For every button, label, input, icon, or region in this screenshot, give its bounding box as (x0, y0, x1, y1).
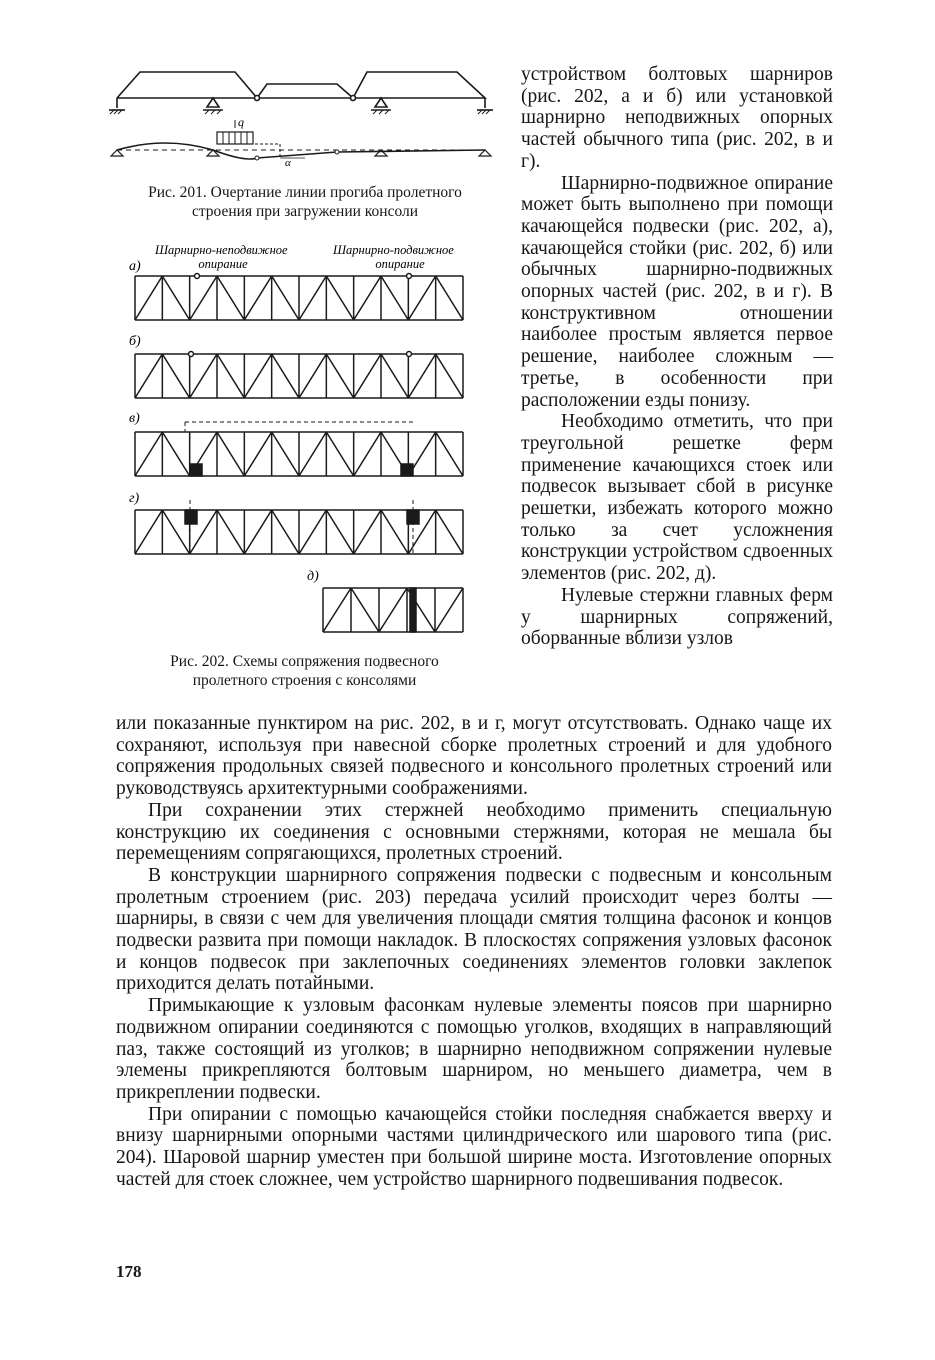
paragraph: При опирании с помощью качающейся стойки последняя снабжается вверху и внизу шарнирными опорными частями цилиндрического или шарового типа (рис. 204). Шаровой шарнир уместен при большой ширине моста. Изготовление опорных частей для стоек сложнее, чем устройство шарнирного подвешивания подвесок. (116, 1103, 832, 1190)
label-mobile-line-1: Шарнирно-подвижное (333, 243, 454, 257)
paragraph: Шарнирно-подвижное опирание может быть выполнено при помощи качающейся подвески (рис. 202, а), качающейся стойки (рис. 202, б) или обычных шарнирно-подвижных опорных частей (рис. 202, в и г). В конструктивном отношении наиболее простым является первое решение, наиболее сложным — третье, в особенности при расположении езды понизу. (521, 172, 833, 411)
label-fixed-line-1: Шарнирно-неподвижное (155, 243, 288, 257)
angle-label: α (285, 157, 291, 169)
scheme-label-v: в) (129, 411, 140, 426)
figure-201 (105, 62, 505, 174)
right-column-text (521, 64, 833, 650)
paragraph: устройством болтовых шарниров (рис. 202, а и б) или установкой шарнирно неподвижных опорных частей обычного типа (рис. 202, в и г). (521, 64, 833, 172)
label-mobile-line-2: опирание (375, 257, 425, 271)
scheme-label-b: б) (129, 334, 141, 349)
figure-202-caption (112, 652, 497, 690)
figure-202-caption-line-1: Рис. 202. Схемы сопряжения подвесного (170, 653, 439, 670)
paragraph: Нулевые стержни главных ферм у шарнирных сопряжений, оборванные вблизи узлов (521, 584, 833, 650)
figure-201-caption (105, 183, 505, 221)
figure-202 (115, 240, 495, 645)
scheme-label-d: д) (307, 569, 319, 584)
paragraph: В конструкции шарнирного сопряжения подвески с подвесным и консольным пролетным строением (рис. 203) передача усилий происходит через болты — шарниры, в связи с чем для увеличения площади смятия толщина фасонок и концов подвески развита при помощи накладок. В плоскостях сопряжения узловых фасонок и концов подвесок при заклепочных соединениях элементов головки заклепок приходится делать потайными. (116, 864, 832, 995)
figure-201-caption-line-1: Рис. 201. Очертание линии прогиба пролетного (148, 184, 462, 201)
full-width-text (116, 713, 832, 1190)
paragraph: Необходимо отметить, что при треугольной решетке ферм применение качающихся стоек или подвесок вызывает сбой в рисунке решетки, избежать которого можно только за счет усложнения конструкции устройством сдвоенных элементов (рис. 202, д). (521, 411, 833, 585)
label-fixed-line-2: опирание (198, 257, 248, 271)
scheme-label-a: а) (129, 259, 141, 274)
figure-201-caption-line-2: строения при загружении консоли (191, 203, 419, 220)
paragraph: При сохранении этих стержней необходимо применить специальную конструкцию их соединения с основными стержнями, которая не мешала бы перемещениям сопрягающихся, пролетных строений. (116, 799, 832, 865)
truss-schemes (135, 274, 463, 633)
page-number: 178 (116, 1262, 142, 1281)
load-label: q (238, 115, 244, 129)
paragraph: или показанные пунктиром на рис. 202, в и г, могут отсутствовать. Однако чаще их сохраняют, используя при навесной сборке пролетных строений и для удобного сопряжения продольных связей подвесного и консольного пролетных строений или руководствуясь архитектурными соображениями. (116, 713, 832, 800)
figure-202-caption-line-2: пролетного строения с консолями (192, 672, 417, 689)
scheme-label-g: г) (129, 491, 140, 506)
paragraph: Примыкающие к узловым фасонкам нулевые элементы поясов при шарнирно подвижном опирании соединяются с помощью уголков, входящих в направляющий паз, также состоящий из уголков; в шарнирно неподвижном сопряжении нулевые элемены прикрепляются болтовым шарниром, но меньшего диаметра, чем в прикреплении подвески. (116, 995, 832, 1103)
